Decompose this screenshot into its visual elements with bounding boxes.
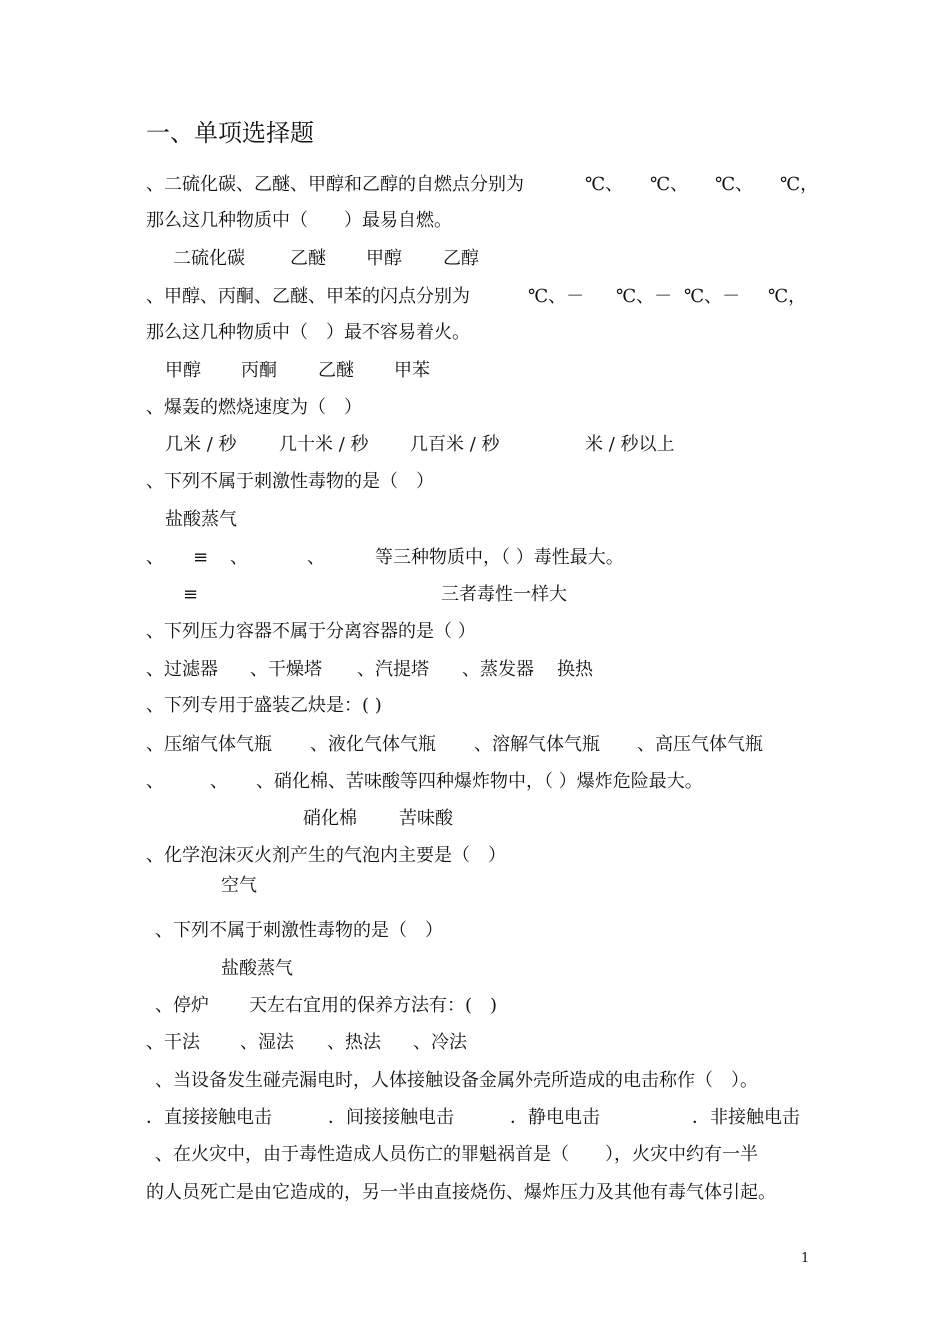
blank-unit: ℃、 [715,174,754,195]
question-text: 、下列压力容器不属于分离容器的是（ ） [146,621,476,642]
question-text: 、硝化棉、苦味酸等四种爆炸物中，（ ）爆炸危险最大。 [256,771,703,792]
question-text: 、在火灾中，由于毒性造成人员伤亡的罪魁祸首是（ ），火灾中约有一半 [155,1144,758,1165]
answer-option: 甲苯 [394,360,430,381]
blank-unit: ℃、－ [684,286,741,307]
answer-option: 、蒸发器 [462,659,534,680]
answer-option: 、过滤器 [146,659,218,680]
answer-option: 空气 [221,875,257,896]
answer-option: 苦味酸 [399,808,453,829]
answer-option: 几米 / 秒 [165,434,237,455]
question-text: 那么这几种物质中（ ）最易自燃。 [146,210,452,231]
question-text: 那么这几种物质中（ ）最不容易着火。 [146,322,470,343]
question-text: 、甲醇、丙酮、乙醚、甲苯的闪点分别为 [146,286,470,307]
answer-option: ．静电电击 [510,1107,600,1128]
blank-unit: ℃、 [585,174,624,195]
question-text: 、 [146,771,164,792]
answer-option: 、压缩气体气瓶 [146,734,272,755]
answer-option: 换热 [557,659,593,680]
question-text: 、当设备发生碰壳漏电时，人体接触设备金属外壳所造成的电击称作（ ）。 [155,1070,758,1091]
answer-option: ．直接接触电击 [146,1107,272,1128]
answer-option: 、冷法 [413,1032,467,1053]
question-text: 、 [230,547,248,568]
answer-option: 乙醚 [290,248,326,269]
answer-option: 硝化棉 [303,808,357,829]
page-number: 1 [801,1251,810,1266]
answer-option: ．间接接触电击 [328,1107,454,1128]
question-text: 天左右宜用的保养方法有：( ) [249,995,498,1016]
answer-option: 三者毒性一样大 [441,584,567,605]
question-text: 的人员死亡是由它造成的，另一半由直接烧伤、爆炸压力及其他有毒气体引起。 [146,1182,776,1203]
answer-option: 甲醇 [165,360,201,381]
blank-unit: ℃， [768,286,807,307]
question-text: 、二硫化碳、乙醚、甲醇和乙醇的自燃点分别为 [146,174,524,195]
answer-option: ．非接触电击 [692,1107,800,1128]
question-text: 、停炉 [155,995,209,1016]
answer-option: 、溶解气体气瓶 [474,734,600,755]
answer-option: 、液化气体气瓶 [310,734,436,755]
blank-unit: ℃、－ [616,286,673,307]
answer-option: 、干燥塔 [250,659,322,680]
question-text: 、爆轰的燃烧速度为（ ） [146,397,362,418]
blank-unit: ℃， [780,174,819,195]
answer-option: 几百米 / 秒 [410,434,500,455]
question-text: 、下列不属于刺激性毒物的是（ ） [146,471,434,492]
answer-option: 甲醇 [366,248,402,269]
answer-option: 二硫化碳 [173,248,245,269]
answer-option: ≡ [183,584,199,605]
question-text: 、 [307,547,325,568]
answer-option: 乙醚 [318,360,354,381]
answer-option: 盐酸蒸气 [221,958,293,979]
answer-option: 、高压气体气瓶 [637,734,763,755]
answer-option: 盐酸蒸气 [165,509,237,530]
question-text: 等三种物质中，（ ）毒性最大。 [375,547,624,568]
section-heading: 一、单项选择题 [146,119,314,147]
question-text: 、 [146,547,164,568]
answer-option: 、湿法 [240,1032,294,1053]
blank-unit: ℃、－ [528,286,585,307]
answer-option: 乙醇 [443,248,479,269]
question-text: 、下列不属于刺激性毒物的是（ ） [155,920,443,941]
question-text: 、化学泡沫灭火剂产生的气泡内主要是（ ） [146,845,506,866]
blank-unit: ℃、 [650,174,689,195]
answer-option: 几十米 / 秒 [279,434,369,455]
answer-option: 丙酮 [241,360,277,381]
question-text: 、 [210,771,228,792]
answer-option: 、干法 [146,1032,200,1053]
question-text: ≡ [193,547,209,568]
question-text: 、下列专用于盛装乙炔是：( ) [146,695,382,716]
answer-option: 、热法 [327,1032,381,1053]
answer-option: 、汽提塔 [357,659,429,680]
answer-option: 米 / 秒以上 [585,434,675,455]
